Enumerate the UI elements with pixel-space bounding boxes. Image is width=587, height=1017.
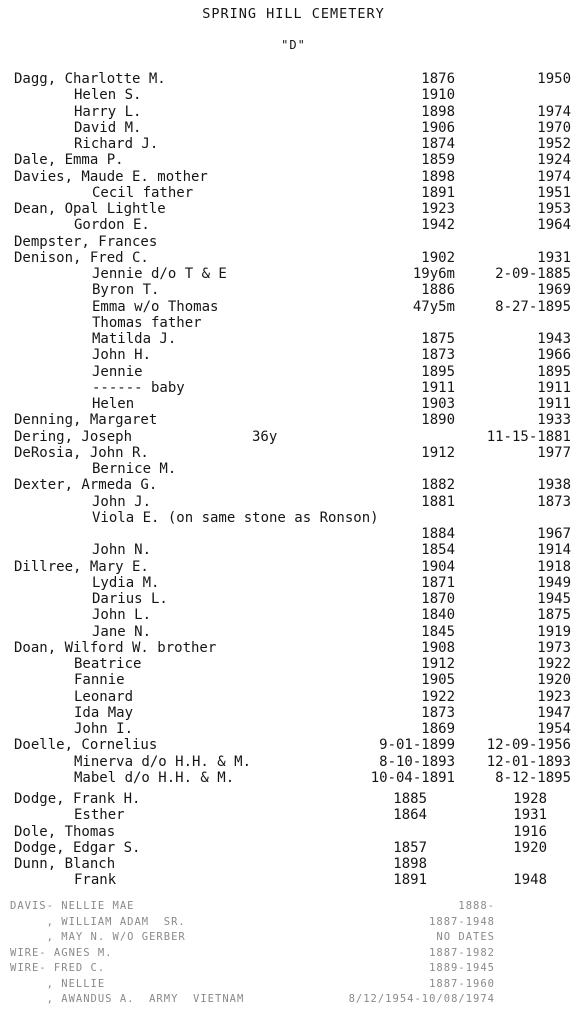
faint-entry-date: NO DATES [436,931,495,943]
faint-entry-date: 1887-1960 [429,977,495,990]
entry-death: 12-01-1893 [486,753,571,770]
entry-birth: 1873 [421,347,455,364]
entry-death: 1873 [537,493,571,510]
entry-birth: 1911 [421,379,455,396]
burial-entry [0,737,587,753]
faint-entry [0,898,587,914]
entry-birth: 1923 [421,201,455,217]
burial-entry [0,559,587,575]
faint-entry [0,976,587,992]
entry-name: Harry L. [74,103,142,120]
entry-name: Dempster, Frances [14,233,158,250]
entry-birth: 1891 [421,184,455,201]
burial-entry [0,754,587,770]
burial-entry [0,347,587,363]
entry-death: 1928 [513,791,547,807]
entry-death: 1918 [537,558,571,575]
burial-entry [0,640,587,656]
burial-entry [0,201,587,217]
entry-name: Dagg, Charlotte M. [14,71,166,87]
faint-entry [0,960,587,976]
entry-death: 11-15-1881 [486,428,571,445]
faint-entry [0,991,587,1007]
faint-entry-date: 1887-1982 [429,946,495,959]
entry-birth: 1898 [421,103,455,120]
entry-name: David M. [74,119,142,136]
faint-entry-name: WIRE- AGNES M. [10,946,113,959]
entry-birth: 1859 [421,152,455,169]
section-letter: "D" [281,38,306,52]
entry-name: Mabel d/o H.H. & M. [74,769,235,786]
faint-entry [0,945,587,961]
entry-name: Dale, Emma P. [14,152,124,169]
entry-birth: 1906 [421,119,455,136]
faint-entry-date: 8/12/1954-10/08/1974 [348,993,495,1005]
burial-entry [0,624,587,640]
entry-death: 1920 [513,839,547,856]
entry-birth: 1895 [421,363,455,380]
entry-name: John L. [92,607,152,624]
entry-name: Ida May [74,704,134,721]
burial-entry [0,396,587,412]
entry-name: John H. [92,347,152,364]
entry-birth: 8-10-1893 [379,753,455,770]
entry-name: Doan, Wilford W. brother [14,639,217,656]
entry-death: 1923 [537,688,571,705]
entry-birth: 1902 [421,249,455,266]
burial-entry [0,494,587,510]
entry-birth: 1870 [421,591,455,607]
entry-name: Matilda J. [92,331,177,347]
entry-birth: 1885 [393,791,427,807]
entry-death: 1943 [537,331,571,347]
entry-death: 1938 [537,477,571,494]
entry-name: Denison, Fred C. [14,249,149,266]
entry-name: Doelle, Cornelius [14,737,158,754]
entry-name: John N. [92,542,152,559]
burial-entry [0,575,587,591]
document-title: SPRING HILL CEMETERY [202,6,385,22]
entry-birth: 1881 [421,493,455,510]
burial-entry [0,217,587,233]
entry-name: Fannie [74,672,125,689]
burial-entry [0,282,587,298]
entry-death: 1977 [537,444,571,461]
entry-name: Frank [74,872,117,889]
entry-birth: 1886 [421,282,455,299]
entry-name: Byron T. [92,282,160,299]
entry-name: Beatrice [74,656,142,672]
entry-birth: 1898 [393,856,427,872]
entry-death: 1966 [537,347,571,364]
entry-birth: 1908 [421,639,455,656]
entry-birth: 1942 [421,217,455,234]
burial-entry [0,331,587,347]
burial-entry [0,526,587,542]
entry-death: 1953 [537,201,571,217]
burial-entry [0,87,587,103]
burial-entry [0,266,587,282]
entry-name: Thomas father [92,314,202,331]
entry-name: Helen S. [74,87,142,104]
entry-name: Dean, Opal Lightle [14,201,166,217]
entry-birth: 19y6m [412,266,455,282]
entry-death: 1970 [537,119,571,136]
burial-entry [0,380,587,396]
entry-death: 1948 [513,872,547,889]
entry-name: Darius L. [92,591,168,607]
entry-name: Minerva d/o H.H. & M. [74,753,252,770]
entry-name: Denning, Margaret [14,412,158,429]
entry-birth: 1864 [393,807,427,824]
entry-birth: 9-01-1899 [379,737,455,754]
entry-name: Dole, Thomas [14,823,116,840]
entry-birth: 10-04-1891 [370,769,455,786]
entry-birth: 1904 [421,558,455,575]
entry-death: 2-09-1885 [495,266,571,282]
entry-name: Jennie [92,363,143,380]
entry-birth: 1871 [421,574,455,591]
entry-death: 1895 [537,363,571,380]
entry-name: Emma w/o Thomas [92,298,219,315]
entry-birth: 1891 [393,872,427,889]
burial-entry [0,656,587,672]
burial-entry [0,152,587,168]
entry-death: 1924 [537,152,571,169]
burial-entry [0,315,587,331]
burial-entry [0,169,587,185]
entry-death: 1931 [537,249,571,266]
entry-death: 1922 [537,656,571,672]
burial-entry [0,824,587,840]
burial-entry [0,872,587,888]
entry-birth: 1912 [421,444,455,461]
entry-birth: 1854 [421,542,455,559]
faint-entry [0,914,587,930]
burial-entry [0,364,587,380]
burial-entry [0,71,587,87]
burial-entry [0,770,587,786]
entry-name: Jennie d/o T & E [92,266,227,282]
entry-death: 1920 [537,672,571,689]
entry-name: DeRosia, John R. [14,444,149,461]
entry-name: Viola E. (on same stone as Ronson) [92,509,379,526]
entry-name: Cecil father [92,184,194,201]
burial-entry [0,234,587,250]
entry-name: Dodge, Edgar S. [14,839,141,856]
faint-entry-name: WIRE- FRED C. [10,962,106,974]
entry-death: 1969 [537,282,571,299]
entry-birth: 1903 [421,396,455,412]
entry-birth: 1884 [421,526,455,542]
entry-death: 1945 [537,591,571,607]
entry-name: Dillree, Mary E. [14,558,149,575]
entry-birth: 1910 [421,87,455,104]
entry-death: 1911 [537,396,571,412]
entry-death: 8-27-1895 [495,298,571,315]
entry-death: 1916 [513,823,547,840]
burial-entry [0,250,587,266]
entry-name: John J. [92,493,152,510]
entry-death: 1931 [513,807,547,824]
burial-entry [0,542,587,558]
entry-birth: 1845 [421,623,455,640]
burial-entry [0,429,587,445]
burial-entry [0,840,587,856]
entry-death: 1973 [537,639,571,656]
burial-entry [0,591,587,607]
entry-birth: 1873 [421,704,455,721]
entry-death: 1914 [537,542,571,559]
entry-birth: 1882 [421,477,455,494]
entry-name: Dexter, Armeda G. [14,477,158,494]
entry-death: 1952 [537,136,571,152]
entry-death: 12-09-1956 [486,737,571,754]
entry-birth: 1890 [421,412,455,429]
faint-entry [0,929,587,945]
entry-name: Dunn, Blanch [14,856,116,872]
burial-entry [0,510,587,526]
faint-entry-name: , WILLIAM ADAM SR. [10,915,186,928]
entry-birth: 1857 [393,839,427,856]
entry-death: 1974 [537,168,571,185]
faint-entry-date: 1888- [458,900,495,912]
entry-death: 8-12-1895 [495,769,571,786]
entry-name: John I. [74,721,134,737]
entry-name: Davies, Maude E. mother [14,168,208,185]
entry-name: Richard J. [74,136,159,152]
entry-name: Bernice M. [92,461,177,477]
burial-entry [0,299,587,315]
entry-death: 1950 [537,71,571,87]
entry-name: Lydia M. [92,574,160,591]
entry-death: 1947 [537,704,571,721]
entry-birth: 1912 [421,656,455,672]
burial-entry [0,461,587,477]
entry-birth: 1922 [421,688,455,705]
entry-name: Dodge, Frank H. [14,791,141,807]
faint-entry-name: DAVIS- NELLIE MAE [10,900,135,912]
burial-entry [0,477,587,493]
burial-entry [0,136,587,152]
entry-name: ------ baby [92,379,185,396]
burial-entry [0,672,587,688]
burial-entry [0,120,587,136]
entry-birth: 1898 [421,168,455,185]
burial-entry [0,412,587,428]
entry-birth: 1905 [421,672,455,689]
burial-entry [0,445,587,461]
entry-death: 1951 [537,184,571,201]
faint-entry-date: 1889-1945 [429,962,495,974]
faint-entry-name: , NELLIE [10,977,106,990]
burial-entry [0,689,587,705]
entry-name: Helen [92,396,135,412]
entry-name: Leonard [74,688,134,705]
burial-entry [0,791,587,807]
entry-age: 36y [252,428,278,445]
entry-name: Jane N. [92,623,152,640]
entry-name: Esther [74,807,125,824]
entry-death: 1919 [537,623,571,640]
entry-name: Gordon E. [74,217,150,234]
burial-entry [0,705,587,721]
entry-birth: 1840 [421,607,455,624]
entry-name: Dering, Joseph [14,428,133,445]
entry-death: 1964 [537,217,571,234]
entry-death: 1967 [537,526,571,542]
entry-birth: 1874 [421,136,455,152]
entry-birth: 1869 [421,721,455,737]
entry-death: 1933 [537,412,571,429]
entry-birth: 1876 [421,71,455,87]
burial-entry [0,607,587,623]
entry-death: 1875 [537,607,571,624]
entry-death: 1974 [537,103,571,120]
entry-birth: 47y5m [412,298,455,315]
entry-death: 1954 [537,721,571,737]
faint-entry-date: 1887-1948 [429,915,495,928]
burial-entry [0,185,587,201]
entry-birth: 1875 [421,331,455,347]
burial-entry [0,721,587,737]
burial-entry [0,807,587,823]
entry-death: 1949 [537,574,571,591]
burial-entry [0,856,587,872]
faint-entry-name: , AWANDUS A. ARMY VIETNAM [10,993,245,1005]
faint-entry-name: , MAY N. W/O GERBER [10,931,186,943]
burial-entry [0,104,587,120]
entry-death: 1911 [537,379,571,396]
